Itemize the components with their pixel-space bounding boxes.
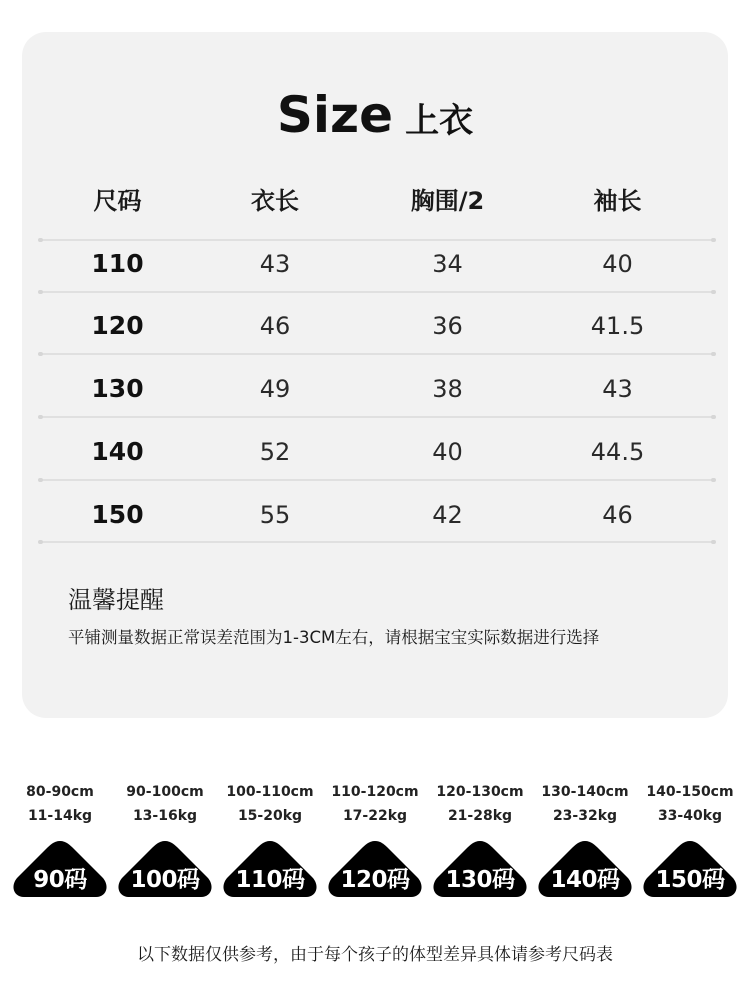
size-guide-item bbox=[638, 782, 742, 912]
table-cell-size: 130 bbox=[91, 374, 144, 403]
table-cell: 34 bbox=[432, 250, 463, 278]
size-weight: 11-14kg bbox=[27, 808, 93, 824]
table-header-cell: 袖长 bbox=[593, 187, 642, 215]
size-guide-item bbox=[428, 782, 532, 912]
table-cell-size: 140 bbox=[91, 437, 144, 466]
table-cell: 46 bbox=[602, 501, 633, 529]
table-divider bbox=[40, 416, 714, 418]
size-weight: 23-32kg bbox=[552, 808, 618, 824]
table-header-cell: 尺码 bbox=[93, 187, 142, 215]
size-badge bbox=[115, 839, 215, 899]
table-cell: 55 bbox=[259, 501, 291, 529]
table-cell: 43 bbox=[602, 375, 633, 403]
size-badge-label: 150码 bbox=[655, 867, 725, 893]
size-weight: 21-28kg bbox=[447, 808, 513, 824]
size-height: 130-140cm bbox=[541, 784, 629, 800]
page-title bbox=[0, 86, 750, 144]
table-header-row bbox=[40, 170, 714, 232]
table-divider bbox=[40, 541, 714, 543]
title-sub: 上衣 bbox=[405, 101, 474, 141]
table-divider bbox=[40, 291, 714, 293]
size-badge bbox=[535, 839, 635, 899]
table-cell-size: 150 bbox=[91, 500, 144, 529]
size-guide-item bbox=[8, 782, 112, 912]
table-header-cell: 衣长 bbox=[251, 187, 299, 215]
table-cell-size: 110 bbox=[91, 249, 144, 278]
size-height: 100-110cm bbox=[226, 784, 314, 800]
table-cell: 41.5 bbox=[590, 312, 645, 340]
table-cell: 36 bbox=[432, 312, 463, 340]
table-row bbox=[40, 484, 714, 546]
size-badge-label: 90码 bbox=[33, 867, 87, 893]
size-height: 140-150cm bbox=[646, 784, 734, 800]
size-guide-item bbox=[113, 782, 217, 912]
table-cell: 46 bbox=[259, 312, 291, 340]
footnote: 以下数据仅供参考，由于每个孩子的体型差异具体请参考尺码表 bbox=[137, 945, 613, 965]
tip-title: 温馨提醒 bbox=[68, 586, 164, 614]
size-badge-label: 100码 bbox=[130, 867, 200, 893]
size-guide-item bbox=[533, 782, 637, 912]
table-cell: 44.5 bbox=[590, 438, 645, 466]
size-badge-label: 120码 bbox=[340, 867, 410, 893]
table-row bbox=[40, 421, 714, 483]
table-cell: 49 bbox=[259, 375, 291, 403]
size-weight: 17-22kg bbox=[342, 808, 408, 824]
size-weight: 33-40kg bbox=[657, 808, 723, 824]
size-height: 80-90cm bbox=[26, 784, 94, 800]
title-main: Size bbox=[276, 86, 394, 144]
size-badge-label: 110码 bbox=[235, 867, 305, 893]
table-divider bbox=[40, 353, 714, 355]
size-guide-item bbox=[323, 782, 427, 912]
size-height: 110-120cm bbox=[331, 784, 419, 800]
table-divider bbox=[40, 479, 714, 481]
table-row bbox=[40, 358, 714, 420]
table-header-cell: 胸围/2 bbox=[410, 187, 485, 215]
table-cell-size: 120 bbox=[91, 311, 144, 340]
table-cell: 40 bbox=[432, 438, 463, 466]
tip-text: 平铺测量数据正常误差范围为1-3CM左右，请根据宝宝实际数据进行选择 bbox=[68, 628, 600, 647]
table-cell: 40 bbox=[602, 250, 633, 278]
size-height: 90-100cm bbox=[126, 784, 204, 800]
size-guide-item bbox=[218, 782, 322, 912]
table-cell: 52 bbox=[259, 438, 291, 466]
size-badge-label: 130码 bbox=[445, 867, 515, 893]
size-badge bbox=[220, 839, 320, 899]
size-badge bbox=[640, 839, 740, 899]
table-cell: 42 bbox=[432, 501, 463, 529]
size-weight: 13-16kg bbox=[132, 808, 198, 824]
size-badge bbox=[10, 839, 110, 899]
size-badge-label: 140码 bbox=[550, 867, 620, 893]
table-row bbox=[40, 295, 714, 357]
size-badge bbox=[325, 839, 425, 899]
table-cell: 38 bbox=[432, 375, 463, 403]
size-height: 120-130cm bbox=[436, 784, 524, 800]
table-row bbox=[40, 233, 714, 295]
size-badge bbox=[430, 839, 530, 899]
table-cell: 43 bbox=[259, 250, 291, 278]
size-weight: 15-20kg bbox=[237, 808, 303, 824]
